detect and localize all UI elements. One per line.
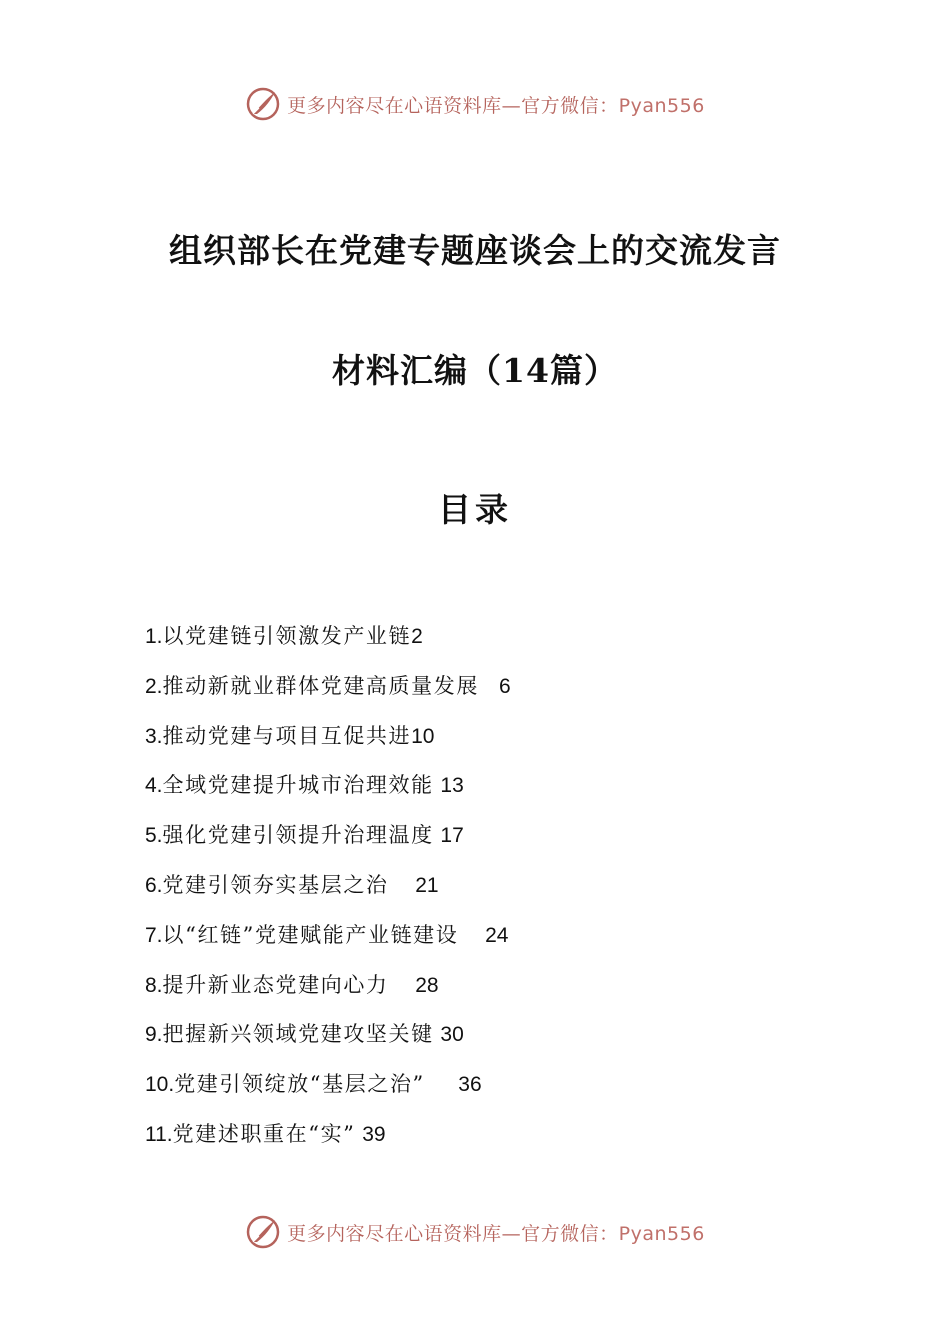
toc-item-title: 党建引领绽放“基层之治” [174, 1072, 425, 1097]
toc-item-number: 10. [145, 1073, 175, 1097]
toc-item[interactable] [145, 1016, 845, 1066]
toc-item[interactable] [145, 1066, 845, 1116]
banner-label: 更多内容尽在心语资料库—官方微信： [287, 94, 619, 117]
toc-item[interactable] [145, 668, 845, 718]
toc-item[interactable] [145, 967, 845, 1017]
toc-item-gap [389, 873, 416, 897]
toc-item-number: 4. [145, 774, 163, 798]
document-title-line-2: 材料汇编（14篇） [332, 351, 618, 390]
toc-item-title: 党建引领夯实基层之治 [162, 872, 389, 897]
toc-item-title: 以党建链引领激发产业链 [162, 624, 412, 648]
toc-item-page: 10 [411, 724, 435, 748]
toc-item-title: 强化党建引领提升治理温度 [162, 823, 434, 848]
toc-heading: 目录 [438, 490, 512, 529]
toc-item-title: 以“红链”党建赋能产业链建设 [162, 922, 459, 947]
banner-wechat-id: Pyan556 [618, 1222, 705, 1245]
table-of-contents [145, 618, 845, 1166]
toc-item-page: 17 [440, 824, 464, 848]
toc-item[interactable] [145, 917, 845, 967]
toc-item-page: 24 [485, 923, 509, 947]
toc-item-title: 提升新业态党建向心力 [162, 972, 389, 997]
toc-item-gap [458, 923, 485, 947]
toc-item[interactable] [145, 618, 845, 668]
toc-item-number: 6. [145, 873, 163, 897]
toc-item-page: 6 [498, 674, 511, 698]
toc-item[interactable] [145, 867, 845, 917]
toc-item-page: 28 [415, 973, 439, 997]
toc-item-page: 36 [458, 1073, 482, 1097]
toc-item[interactable] [145, 1116, 845, 1166]
toc-item-number: 1. [145, 625, 163, 648]
toc-item-gap [479, 674, 499, 698]
banner-text [287, 1219, 705, 1246]
toc-item[interactable] [145, 817, 845, 867]
banner-wechat-id: Pyan556 [618, 94, 705, 117]
toc-item-title: 党建述职重在“实” [172, 1121, 356, 1146]
toc-item-page: 39 [362, 1122, 386, 1146]
document-title-line-1: 组织部长在党建专题座谈会上的交流发言 [169, 231, 781, 270]
toc-item-title: 全域党建提升城市治理效能 [162, 773, 434, 798]
toc-item[interactable] [145, 718, 845, 768]
quill-pen-logo-icon [245, 86, 281, 122]
toc-item-page: 30 [440, 1023, 464, 1047]
toc-item-number: 11. [145, 1122, 173, 1146]
footer-banner [0, 1212, 950, 1252]
banner-label: 更多内容尽在心语资料库—官方微信： [287, 1222, 619, 1245]
toc-item-number: 2. [145, 674, 163, 698]
toc-item-number: 5. [145, 824, 163, 848]
toc-item-number: 8. [145, 973, 163, 997]
quill-pen-logo-icon [245, 1214, 281, 1250]
header-banner [0, 84, 950, 124]
toc-item-number: 7. [145, 923, 163, 947]
toc-item-gap [425, 1072, 458, 1096]
toc-item-number: 9. [145, 1023, 163, 1047]
toc-item-page: 21 [415, 873, 439, 897]
toc-item-title: 推动党建与项目互促共进 [162, 723, 412, 748]
toc-item-title: 把握新兴领域党建攻坚关键 [162, 1022, 434, 1047]
toc-item[interactable] [145, 767, 845, 817]
toc-item-page: 13 [440, 774, 464, 798]
toc-item-number: 3. [145, 724, 163, 748]
toc-item-page: 2 [411, 625, 423, 648]
banner-text [287, 91, 705, 118]
toc-item-gap [389, 973, 416, 997]
toc-item-title: 推动新就业群体党建高质量发展 [162, 673, 479, 698]
